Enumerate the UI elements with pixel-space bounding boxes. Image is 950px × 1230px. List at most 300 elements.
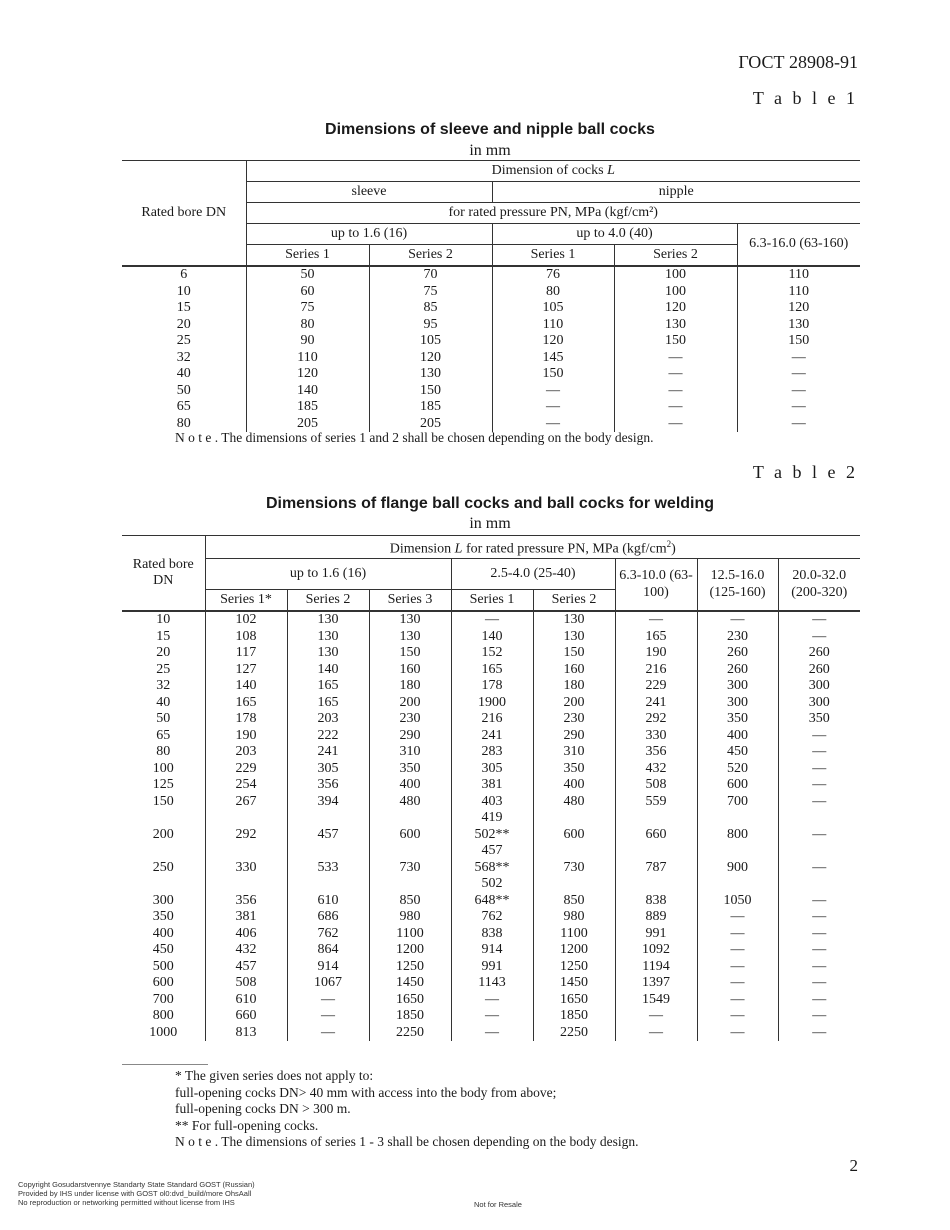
table2-cell: 1000 [149, 1024, 178, 1040]
table2-row [122, 1025, 860, 1042]
table2-cell: — [287, 1025, 369, 1042]
table2-cell: 150 [533, 645, 615, 662]
table1-row [122, 383, 860, 400]
copyright-notice [18, 1180, 255, 1207]
table1-cell: 95 [369, 317, 492, 334]
table1-cell: — [614, 350, 737, 367]
table2-cell: — [778, 975, 860, 992]
table2-cell: — [615, 1008, 697, 1025]
table1-cell: 85 [369, 300, 492, 317]
table1-cell: 205 [246, 416, 369, 433]
table2-cell [205, 810, 287, 827]
table1-cell: — [492, 383, 614, 400]
table2-cell: 160 [533, 662, 615, 679]
table2-cell: 350 [778, 711, 860, 728]
table1-header-sleeve: sleeve [246, 182, 492, 203]
table2-row [122, 992, 860, 1009]
table2-cell: — [778, 926, 860, 943]
table2-cell: 125 [152, 777, 174, 793]
table2-row [122, 1008, 860, 1025]
table1-units: in mm [469, 142, 511, 159]
table2-cell [615, 876, 697, 893]
table2-cell: 991 [615, 926, 697, 943]
table2-cell: 600 [369, 827, 451, 844]
table2-row [122, 678, 860, 695]
table2-cell: 1092 [615, 942, 697, 959]
table2-cell: 1200 [369, 942, 451, 959]
table2-header-series: Series 1 [451, 590, 533, 612]
table2-header-rated-bore: Rated bore DN [122, 536, 205, 612]
table2-cell: 180 [533, 678, 615, 695]
table1-cell: 65 [176, 399, 191, 414]
table1-cell: — [737, 366, 860, 383]
table1-cell: 110 [737, 266, 860, 284]
table2-cell: 1850 [533, 1008, 615, 1025]
table1-cell: 100 [614, 266, 737, 284]
table2-cell: 130 [287, 629, 369, 646]
table2-cell: 568** [451, 860, 533, 877]
table2-cell: 610 [287, 893, 369, 910]
table2-cell: 502** [451, 827, 533, 844]
table2-cell [287, 876, 369, 893]
table1-header-rated-bore: Rated bore DN [122, 161, 246, 267]
table1-header-pressure-1: up to 1.6 (16) [246, 224, 492, 245]
table2-cell: — [778, 992, 860, 1009]
table1-label: T a b l e 1 [752, 88, 858, 108]
table1-cell: 100 [614, 284, 737, 301]
document-code: ГОСТ 28908-91 [738, 52, 858, 72]
table2-cell: — [778, 794, 860, 811]
table1-cell: 150 [614, 333, 737, 350]
table2-cell: 305 [451, 761, 533, 778]
table2-cell: 1050 [697, 893, 778, 910]
table2-cell: 102 [205, 611, 287, 629]
table2-cell: 203 [205, 744, 287, 761]
table2-cell: 2250 [369, 1025, 451, 1042]
table2-cell: 381 [451, 777, 533, 794]
table2-row [122, 860, 860, 877]
page-number: 2 [849, 1156, 858, 1175]
table1-cell: — [737, 350, 860, 367]
table2-cell: 400 [533, 777, 615, 794]
table2-cell: 762 [451, 909, 533, 926]
table2-row [122, 843, 860, 860]
table2-header-pressure-1: up to 1.6 (16) [205, 559, 451, 590]
table2-cell: 2250 [533, 1025, 615, 1042]
table2-cell [778, 843, 860, 860]
table1-cell: 40 [176, 366, 191, 381]
table2-cell: 450 [152, 942, 174, 958]
table1-cell: — [737, 416, 860, 433]
table2-cell: 152 [451, 645, 533, 662]
table2-header-series: Series 1* [205, 590, 287, 612]
table2-cell: 1200 [533, 942, 615, 959]
footnote-line: * The given series does not apply to: [175, 1068, 374, 1083]
table1-row [122, 300, 860, 317]
table2-cell: 1250 [369, 959, 451, 976]
table2-cell: 160 [369, 662, 451, 679]
table2-cell [205, 843, 287, 860]
table1-cell: 10 [176, 283, 191, 299]
table2-cell: 648** [451, 893, 533, 910]
table2-row [122, 876, 860, 893]
table2-cell: 700 [152, 991, 174, 1007]
table2-header-pressure-2: 2.5-4.0 (25-40) [451, 559, 615, 590]
table2-cell: 787 [615, 860, 697, 877]
table2-row [122, 975, 860, 992]
table1-cell: 70 [369, 266, 492, 284]
table1-cell: 150 [737, 333, 860, 350]
table1-cell: 90 [246, 333, 369, 350]
table1-cell: — [737, 383, 860, 400]
table2-cell [369, 843, 451, 860]
table2-cell: 1067 [287, 975, 369, 992]
table2-row [122, 942, 860, 959]
table2-cell: 10 [156, 612, 171, 628]
table2-row [122, 909, 860, 926]
table1-cell: — [614, 416, 737, 433]
table2-cell: 80 [156, 744, 171, 760]
table2-cell: 165 [451, 662, 533, 679]
table1-cell: 150 [492, 366, 614, 383]
table1-cell: 75 [246, 300, 369, 317]
table1-header-pressure: for rated pressure PN, MPa (kgf/cm²) [246, 203, 860, 224]
table2-cell: 140 [287, 662, 369, 679]
table2-row [122, 629, 860, 646]
table2-cell: 140 [451, 629, 533, 646]
table1-header-dimension: Dimension of cocks L [246, 161, 860, 182]
table2-cell: 130 [369, 611, 451, 629]
table2-cell: 260 [778, 645, 860, 662]
table2-cell: 300 [778, 678, 860, 695]
table1-cell: — [614, 399, 737, 416]
table1-note: N o t e . The dimensions of series 1 and 2 shall be chosen depending on the body design. [175, 430, 654, 445]
table2-cell: 508 [615, 777, 697, 794]
table2-cell: 130 [369, 629, 451, 646]
table2-row [122, 893, 860, 910]
copyright-line: Provided by IHS under license with GOST ol0:dvd_build/more OhsAall [18, 1189, 252, 1198]
table2-cell: 457 [287, 827, 369, 844]
table2-cell [533, 810, 615, 827]
table2-cell: 356 [287, 777, 369, 794]
table2 [122, 535, 860, 1041]
table1-header-series: Series 1 [246, 245, 369, 267]
table2-cell: 283 [451, 744, 533, 761]
footnote-divider [122, 1064, 208, 1065]
table2-cell: — [697, 959, 778, 976]
table2-cell: 1450 [533, 975, 615, 992]
table1-cell: 80 [176, 415, 191, 431]
table1-cell: 130 [737, 317, 860, 334]
table2-cell: 1900 [451, 695, 533, 712]
table2-cell: 559 [615, 794, 697, 811]
table2-cell: — [451, 611, 533, 629]
table2-cell: — [778, 728, 860, 745]
table1-row [122, 350, 860, 367]
table1-cell: 205 [369, 416, 492, 433]
table2-cell: 1100 [533, 926, 615, 943]
table1-cell: 120 [614, 300, 737, 317]
table2-cell: — [287, 1008, 369, 1025]
table2-cell: 660 [205, 1008, 287, 1025]
table1-header-series: Series 1 [492, 245, 614, 267]
table2-row [122, 645, 860, 662]
footnote-line: full-opening cocks DN> 40 mm with access into the body from above; [175, 1084, 557, 1100]
table2-cell: — [615, 1025, 697, 1042]
table1-cell: 25 [176, 333, 191, 348]
table2-row [122, 777, 860, 794]
table2-cell: 1143 [451, 975, 533, 992]
table2-cell: 130 [533, 611, 615, 629]
table2-cell: 800 [697, 827, 778, 844]
table2-cell [778, 810, 860, 827]
table2-cell [287, 843, 369, 860]
table2-cell: — [778, 860, 860, 877]
table2-cell: 350 [533, 761, 615, 778]
table2-cell: 100 [152, 760, 174, 776]
table1-header-pressure-3: 6.3-16.0 (63-160) [737, 224, 860, 267]
table1-header-nipple: nipple [492, 182, 860, 203]
table2-cell: — [697, 1025, 778, 1042]
table2-row [122, 810, 860, 827]
table2-cell: 108 [205, 629, 287, 646]
table2-cell [615, 843, 697, 860]
table2-cell: 432 [205, 942, 287, 959]
table2-row [122, 728, 860, 745]
table1-cell: 150 [369, 383, 492, 400]
table2-cell: 178 [451, 678, 533, 695]
table1-cell: 120 [369, 350, 492, 367]
table2-cell: 432 [615, 761, 697, 778]
table2-cell: — [778, 1008, 860, 1025]
table2-cell [533, 876, 615, 893]
table2-cell: 600 [152, 975, 174, 991]
table2-cell: 190 [615, 645, 697, 662]
table2-cell [369, 810, 451, 827]
table2-cell: — [697, 926, 778, 943]
table2-cell: 200 [533, 695, 615, 712]
table2-cell: 381 [205, 909, 287, 926]
table2-footnotes [175, 1068, 639, 1151]
table2-cell: — [697, 1008, 778, 1025]
table2-cell: 292 [205, 827, 287, 844]
table1-caption: Dimensions of sleeve and nipple ball cocks [325, 121, 655, 138]
table1-row [122, 266, 860, 284]
table2-cell: 32 [156, 678, 171, 694]
table1-cell: 130 [614, 317, 737, 334]
table2-cell: 1650 [369, 992, 451, 1009]
table2-cell: 20 [156, 645, 171, 661]
table2-cell: 1650 [533, 992, 615, 1009]
table1-cell: — [492, 399, 614, 416]
table1-cell: 185 [369, 399, 492, 416]
resale-notice: Not for Resale [474, 1200, 522, 1209]
table1-cell: 80 [246, 317, 369, 334]
table1-cell: 15 [176, 300, 191, 315]
table2-cell: 330 [205, 860, 287, 877]
table2-cell [205, 876, 287, 893]
table2-cell: 300 [697, 695, 778, 712]
table2-cell [122, 843, 205, 860]
table1-cell: 130 [369, 366, 492, 383]
table2-cell: — [778, 1025, 860, 1042]
table2-cell: 178 [205, 711, 287, 728]
table2-cell: 229 [205, 761, 287, 778]
table2-cell: — [778, 942, 860, 959]
table2-row [122, 695, 860, 712]
table2-cell: 230 [697, 629, 778, 646]
table2-header-pressure-5: 20.0-32.0 (200-320) [778, 559, 860, 612]
table1-cell: 50 [176, 382, 191, 398]
table2-cell: 480 [533, 794, 615, 811]
table2-cell: 1397 [615, 975, 697, 992]
table2-cell: 350 [152, 909, 174, 925]
table2-cell: — [697, 975, 778, 992]
table2-cell: — [287, 992, 369, 1009]
table2-cell: 350 [697, 711, 778, 728]
table1-cell: 50 [246, 266, 369, 284]
table2-cell: 200 [152, 826, 174, 842]
table2-row [122, 611, 860, 629]
table2-cell: 310 [369, 744, 451, 761]
table2-cell: 165 [615, 629, 697, 646]
table1-row [122, 333, 860, 350]
table2-header-pressure-3: 6.3-10.0 (63-100) [615, 559, 697, 612]
table2-cell [122, 876, 205, 893]
table2-row [122, 959, 860, 976]
table1-cell: 105 [492, 300, 614, 317]
table2-cell: 40 [156, 694, 171, 710]
table1-cell: 60 [246, 284, 369, 301]
table2-cell: 230 [369, 711, 451, 728]
table2-cell: 533 [287, 860, 369, 877]
table2-cell: 130 [287, 611, 369, 629]
table2-cell: 400 [152, 925, 174, 941]
table2-cell: 1100 [369, 926, 451, 943]
table2-cell: 241 [287, 744, 369, 761]
table2-cell: 419 [451, 810, 533, 827]
table2-cell: 686 [287, 909, 369, 926]
table2-cell: 330 [615, 728, 697, 745]
table2-cell: — [778, 959, 860, 976]
table2-cell: 508 [205, 975, 287, 992]
table2-cell: — [697, 611, 778, 629]
table2-cell: 850 [533, 893, 615, 910]
table2-cell: 216 [451, 711, 533, 728]
table2-cell: 130 [287, 645, 369, 662]
table2-cell: — [697, 909, 778, 926]
table2-cell: 292 [615, 711, 697, 728]
table2-cell: 310 [533, 744, 615, 761]
table2-cell [122, 810, 205, 827]
table2-cell: — [778, 629, 860, 646]
table2-cell: 457 [451, 843, 533, 860]
table2-cell: 980 [533, 909, 615, 926]
table1-cell: 76 [492, 266, 614, 284]
table2-cell: 130 [533, 629, 615, 646]
table1-cell: 20 [176, 316, 191, 332]
table2-cell: — [697, 992, 778, 1009]
table2-cell: 222 [287, 728, 369, 745]
table2-cell: 356 [615, 744, 697, 761]
table2-cell: 403 [451, 794, 533, 811]
table2-cell: 150 [152, 793, 174, 809]
table1-cell: 110 [246, 350, 369, 367]
table1-cell: 80 [492, 284, 614, 301]
table2-header-series: Series 2 [287, 590, 369, 612]
table2-cell: 290 [369, 728, 451, 745]
table2-cell: 241 [615, 695, 697, 712]
table2-cell: 260 [697, 662, 778, 679]
table2-cell: 203 [287, 711, 369, 728]
table2-cell: 300 [697, 678, 778, 695]
table2-row [122, 827, 860, 844]
table2-cell: 660 [615, 827, 697, 844]
table2-row [122, 662, 860, 679]
table2-cell: 800 [152, 1008, 174, 1024]
table2-cell: — [778, 744, 860, 761]
table2-cell [615, 810, 697, 827]
table2-cell: 230 [533, 711, 615, 728]
footnote-line: full-opening cocks DN > 300 m. [175, 1101, 351, 1116]
table1-row [122, 317, 860, 334]
table2-cell: 838 [451, 926, 533, 943]
table2-cell: 165 [205, 695, 287, 712]
table2-caption: Dimensions of flange ball cocks and ball cocks for welding [265, 495, 715, 512]
table1-cell: 120 [492, 333, 614, 350]
table2-cell: 180 [369, 678, 451, 695]
table2-cell: 165 [287, 695, 369, 712]
table2-cell: — [778, 761, 860, 778]
table2-cell: 500 [152, 958, 174, 974]
table2-cell [369, 876, 451, 893]
table2-header-series: Series 3 [369, 590, 451, 612]
table2-row [122, 794, 860, 811]
table2-cell: 914 [451, 942, 533, 959]
table2-row [122, 761, 860, 778]
table2-header-pressure-4: 12.5-16.0 (125-160) [697, 559, 778, 612]
table2-cell: — [778, 611, 860, 629]
table1-cell: 185 [246, 399, 369, 416]
table1-cell: 110 [737, 284, 860, 301]
table2-cell: 15 [156, 628, 171, 644]
table2-units: in mm [469, 515, 511, 532]
table1-cell: 105 [369, 333, 492, 350]
table2-cell: — [778, 827, 860, 844]
table1-cell: 32 [176, 349, 191, 365]
table2-cell: 350 [369, 761, 451, 778]
table2-cell [697, 843, 778, 860]
table2-cell: 864 [287, 942, 369, 959]
table2-cell: 700 [697, 794, 778, 811]
table1-cell: — [737, 399, 860, 416]
table2-cell: 1850 [369, 1008, 451, 1025]
table2-cell [697, 876, 778, 893]
table2-cell: 260 [697, 645, 778, 662]
table2-cell: 190 [205, 728, 287, 745]
table2-cell: 889 [615, 909, 697, 926]
table2-cell: 457 [205, 959, 287, 976]
table2-cell: 762 [287, 926, 369, 943]
table2-cell: 600 [533, 827, 615, 844]
table2-cell: 1450 [369, 975, 451, 992]
table1 [122, 160, 860, 432]
table2-cell: 229 [615, 678, 697, 695]
table2-cell: 450 [697, 744, 778, 761]
table2-cell: 65 [156, 727, 171, 743]
table1-header-series: Series 2 [614, 245, 737, 267]
table2-cell: 150 [369, 645, 451, 662]
